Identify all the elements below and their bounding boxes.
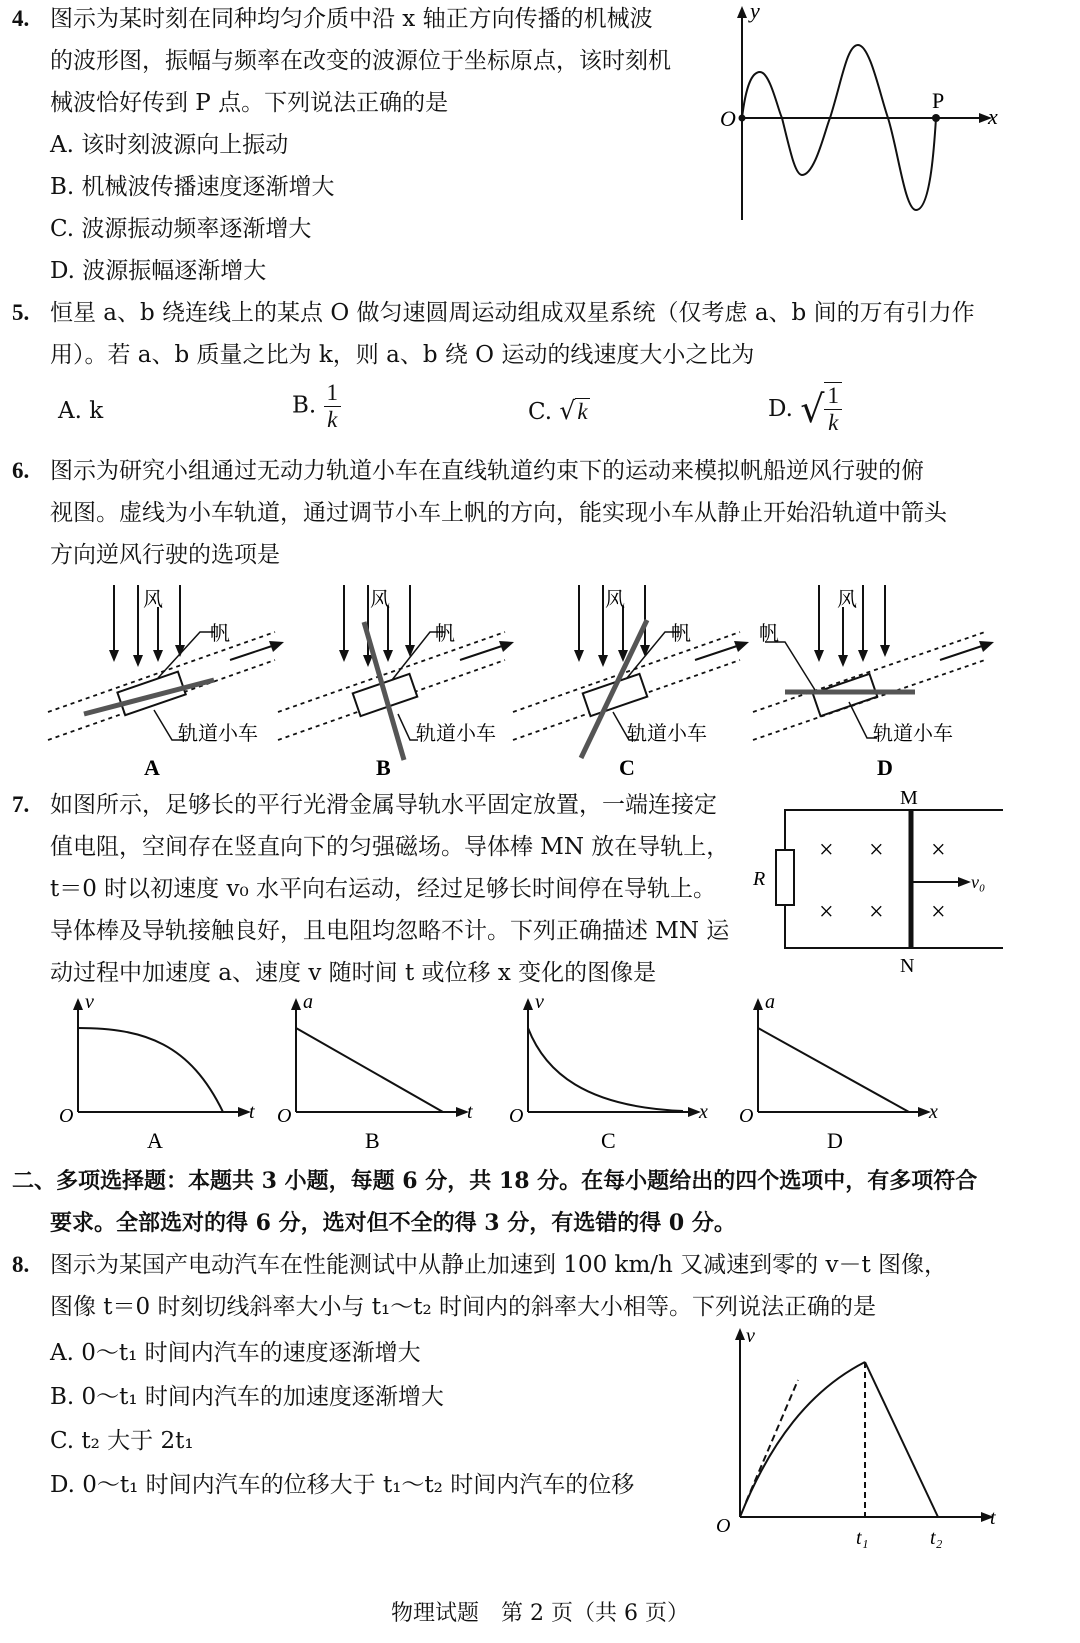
option-label-a[interactable]: A — [147, 1128, 163, 1153]
option-c[interactable]: C. t₂ 大于 2t₁ — [50, 1428, 194, 1454]
option-graph-d — [735, 992, 945, 1157]
numerator: 1 — [824, 383, 842, 410]
numerator: 1 — [324, 380, 342, 407]
car-label: 轨道小车 — [627, 723, 707, 745]
wind-label: 风 — [837, 589, 857, 611]
question-text-line: 视图。虚线为小车轨道，通过调节小车上帆的方向，能实现小车从静止开始沿轨道中箭头 — [50, 500, 947, 526]
sqrt-sign: √ — [559, 396, 576, 425]
option-graph-c — [505, 992, 715, 1157]
sail-diagram-c — [505, 580, 755, 780]
question-number: 5. — [12, 300, 30, 325]
origin-label: O — [716, 1515, 731, 1537]
option-graph-b — [273, 992, 483, 1157]
point-p-label: P — [932, 88, 945, 113]
option-d[interactable]: D. 波源振幅逐渐增大 — [50, 258, 267, 284]
origin-label: O — [739, 1105, 754, 1127]
sqrt-sign: √ — [800, 387, 825, 431]
question-text-line: 图示为某时刻在同种均匀介质中沿 x 轴正方向传播的机械波 — [50, 6, 653, 32]
question-text-line: 的波形图，振幅与频率在改变的波源位于坐标原点，该时刻机 — [50, 48, 671, 74]
option-b[interactable]: B. 0～t₁ 时间内汽车的加速度逐渐增大 — [50, 1384, 444, 1410]
sail-label: 帆 — [759, 623, 779, 645]
question-text-line: 导体棒及导轨接触良好，且电阻均忽略不计。下列正确描述 MN 运 — [50, 918, 730, 944]
option-a[interactable]: A. 该时刻波源向上振动 — [50, 132, 289, 158]
wave-graph — [720, 0, 1010, 230]
question-text-line: t＝0 时以初速度 v₀ 水平向右运动，经过足够长时间停在导轨上。 — [50, 876, 717, 902]
car-label: 轨道小车 — [178, 723, 258, 745]
denominator: k — [327, 407, 338, 432]
section-heading-line: 要求。全部选对的得 6 分，选对但不全的得 3 分，有选错的得 0 分。 — [50, 1210, 736, 1236]
denominator: k — [828, 410, 839, 435]
option-label-c[interactable]: C — [619, 755, 635, 780]
question-text-line: 值电阻，空间存在竖直向下的匀强磁场。导体棒 MN 放在导轨上， — [50, 834, 730, 860]
cross-mark: × — [819, 897, 834, 926]
fraction — [824, 382, 842, 436]
question-text-line: 如图所示，足够长的平行光滑金属导轨水平固定放置，一端连接定 — [50, 792, 717, 818]
cross-mark: × — [931, 897, 946, 926]
sail-diagram-a — [40, 580, 290, 780]
sail-label: 帆 — [435, 623, 455, 645]
axis-y-label: y — [750, 0, 760, 23]
sail-label: 帆 — [671, 623, 691, 645]
axis-x-label: t — [249, 1101, 255, 1123]
fraction — [324, 380, 342, 433]
option-label-d[interactable]: D — [827, 1128, 843, 1153]
option-a[interactable]: A. k — [58, 398, 104, 424]
axis-x-label: t — [467, 1101, 473, 1123]
wind-label: 风 — [370, 589, 390, 611]
question-text-line: 用）。若 a、b 质量之比为 k，则 a、b 绕 O 运动的线速度大小之比为 — [50, 342, 755, 368]
sqrt-radicand: k — [577, 399, 588, 424]
option-b[interactable]: B. 机械波传播速度逐渐增大 — [50, 174, 335, 200]
option-c[interactable]: C. 波源振动频率逐渐增大 — [50, 216, 312, 242]
axis-y-label: v — [535, 991, 544, 1013]
option-label-c[interactable]: C — [601, 1128, 616, 1153]
t2-label: t₂ — [930, 1527, 943, 1549]
option-label-b[interactable]: B — [376, 755, 391, 780]
sail-diagram-b — [270, 580, 520, 780]
option-d[interactable] — [768, 382, 842, 436]
page-footer: 物理试题 第 2 页（共 6 页） — [391, 1601, 689, 1626]
axis-x-label: x — [929, 1101, 938, 1123]
option-a[interactable]: A. 0～t₁ 时间内汽车的速度逐渐增大 — [50, 1340, 421, 1366]
origin-label: O — [720, 106, 736, 131]
question-text-line: 图像 t＝0 时刻切线斜率大小与 t₁～t₂ 时间内的斜率大小相等。下列说法正确的是 — [50, 1294, 877, 1320]
car-label: 轨道小车 — [416, 723, 496, 745]
option-d[interactable]: D. 0～t₁ 时间内汽车的位移大于 t₁～t₂ 时间内汽车的位移 — [50, 1472, 635, 1498]
t1-label: t₁ — [856, 1527, 869, 1549]
sail-label: 帆 — [210, 623, 230, 645]
option-label-a[interactable]: A — [144, 755, 160, 780]
question-number: 6. — [12, 458, 30, 483]
cross-mark: × — [931, 835, 946, 864]
axis-x-label: x — [699, 1101, 708, 1123]
option-label-d[interactable]: D — [877, 755, 893, 780]
option-label-b[interactable]: B — [365, 1128, 380, 1153]
question-number: 4. — [12, 6, 30, 31]
rail-circuit-diagram — [745, 787, 1015, 980]
question-text-line: 动过程中加速度 a、速度 v 随时间 t 或位移 x 变化的图像是 — [50, 960, 657, 986]
vt-graph — [710, 1322, 1010, 1552]
origin-label: O — [277, 1105, 292, 1127]
option-graph-a — [55, 992, 265, 1157]
axis-x-label: t — [990, 1507, 996, 1529]
cross-mark: × — [869, 835, 884, 864]
wind-label: 风 — [143, 589, 163, 611]
label-v0: v₀ — [971, 872, 986, 892]
axis-x-label: x — [988, 104, 998, 129]
label-r: R — [753, 868, 766, 890]
option-label: C. — [528, 399, 553, 425]
axis-y-label: a — [303, 991, 313, 1013]
option-b[interactable] — [292, 380, 341, 433]
question-number: 8. — [12, 1252, 30, 1277]
option-label: D. — [768, 396, 793, 422]
question-number: 7. — [12, 792, 30, 817]
question-text-line: 图示为某国产电动汽车在性能测试中从静止加速到 100 km/h 又减速到零的 v－t 图像， — [50, 1252, 947, 1278]
question-text-line: 图示为研究小组通过无动力轨道小车在直线轨道约束下的运动来模拟帆船逆风行驶的俯 — [50, 458, 924, 484]
question-text-line: 恒星 a、b 绕连线上的某点 O 做匀速圆周运动组成双星系统（仅考虑 a、b 间的万有引力作 — [50, 300, 975, 326]
option-label: B. — [292, 392, 317, 419]
sail-diagram-d — [745, 580, 1005, 780]
axis-y-label: v — [85, 991, 94, 1013]
car-label: 轨道小车 — [873, 723, 953, 745]
question-text-line: 方向逆风行驶的选项是 — [50, 542, 280, 568]
section-heading-line: 二、多项选择题：本题共 3 小题，每题 6 分，共 18 分。在每小题给出的四个选项中，有多项符合 — [12, 1168, 978, 1194]
label-n: N — [900, 955, 915, 977]
origin-label: O — [509, 1105, 524, 1127]
axis-y-label: v — [746, 1325, 755, 1347]
question-text-line: 械波恰好传到 P 点。下列说法正确的是 — [50, 90, 449, 116]
cross-mark: × — [869, 897, 884, 926]
label-m: M — [900, 787, 918, 809]
option-c[interactable] — [528, 396, 590, 427]
origin-label: O — [59, 1105, 74, 1127]
cross-mark: × — [819, 835, 834, 864]
wind-label: 风 — [605, 589, 625, 611]
axis-y-label: a — [765, 991, 775, 1013]
